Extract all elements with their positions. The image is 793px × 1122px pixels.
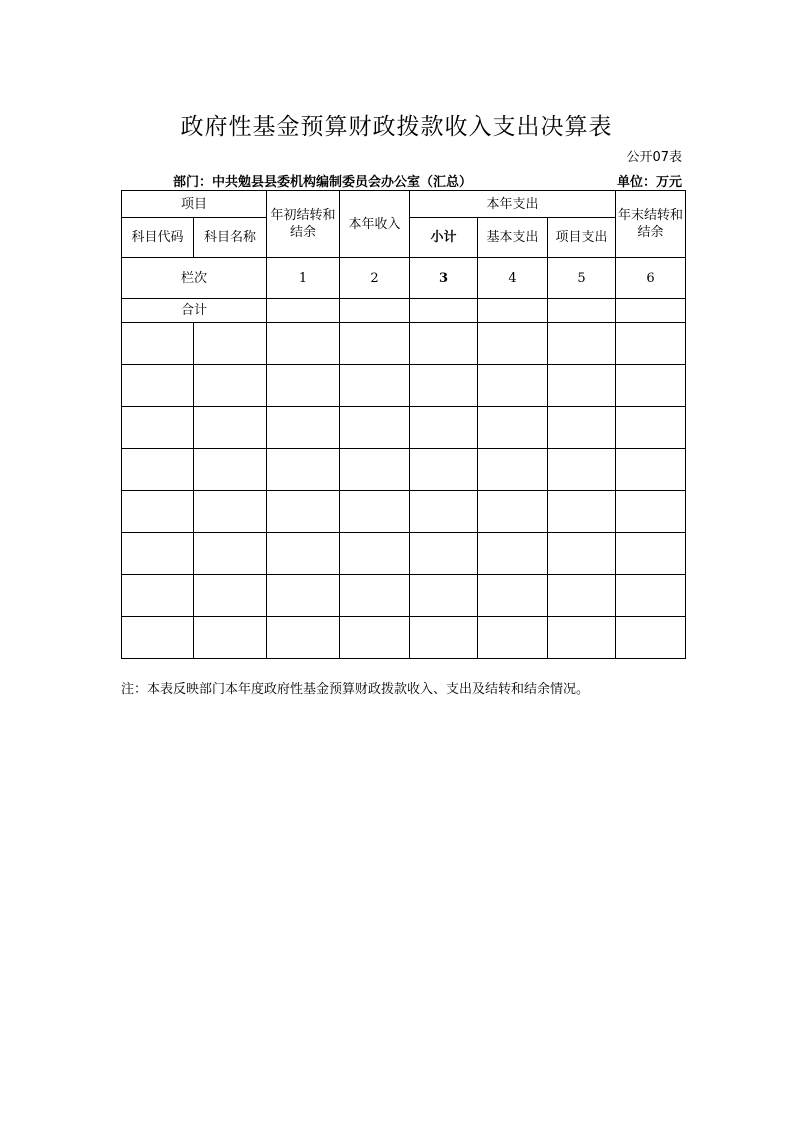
total-label: 合计 xyxy=(122,299,267,323)
column-3: 3 xyxy=(410,258,478,299)
column-6: 6 xyxy=(616,258,686,299)
column-label: 栏次 xyxy=(122,258,267,299)
column-1: 1 xyxy=(267,258,340,299)
table-cell xyxy=(122,365,194,407)
table-cell xyxy=(340,449,410,491)
column-5: 5 xyxy=(548,258,616,299)
table-cell xyxy=(340,323,410,365)
table-cell xyxy=(340,299,410,323)
header-project: 项目 xyxy=(122,191,267,218)
header-project-expense: 项目支出 xyxy=(548,218,616,258)
table-cell xyxy=(410,407,478,449)
table-cell xyxy=(478,299,548,323)
table-cell xyxy=(122,323,194,365)
table-cell xyxy=(410,575,478,617)
header-income: 本年收入 xyxy=(340,191,410,258)
table-cell xyxy=(478,407,548,449)
table-row xyxy=(122,533,686,575)
header-code: 科目代码 xyxy=(122,218,194,258)
table-cell xyxy=(410,491,478,533)
table-cell xyxy=(267,299,340,323)
table-cell xyxy=(340,491,410,533)
table-cell xyxy=(548,407,616,449)
form-number: 公开07表 xyxy=(626,150,682,165)
header-subtotal: 小计 xyxy=(410,218,478,258)
header-basic: 基本支出 xyxy=(478,218,548,258)
footnote: 注：本表反映部门本年度政府性基金预算财政拨款收入、支出及结转和结余情况。 xyxy=(121,682,590,697)
table-cell xyxy=(194,407,267,449)
table-cell xyxy=(548,365,616,407)
table-row xyxy=(122,491,686,533)
table-cell xyxy=(616,299,686,323)
table-cell xyxy=(548,449,616,491)
table-cell xyxy=(410,323,478,365)
header-name: 科目名称 xyxy=(194,218,267,258)
table-cell xyxy=(340,407,410,449)
table-cell xyxy=(478,533,548,575)
header-carry-end: 年末结转和结余 xyxy=(616,191,686,258)
table-cell xyxy=(267,407,340,449)
table-row xyxy=(122,365,686,407)
table-cell xyxy=(616,617,686,659)
table-cell xyxy=(194,575,267,617)
table-cell xyxy=(548,491,616,533)
table-cell xyxy=(478,365,548,407)
table-cell xyxy=(616,323,686,365)
table-cell xyxy=(478,491,548,533)
table-cell xyxy=(616,491,686,533)
table-row xyxy=(122,449,686,491)
table-cell xyxy=(616,407,686,449)
table-row xyxy=(122,617,686,659)
table-cell xyxy=(122,491,194,533)
table-cell xyxy=(478,617,548,659)
header-expense: 本年支出 xyxy=(410,191,616,218)
table-cell xyxy=(410,449,478,491)
column-number-row xyxy=(122,258,686,299)
table-cell xyxy=(478,575,548,617)
table-cell xyxy=(340,575,410,617)
table-cell xyxy=(616,449,686,491)
table-cell xyxy=(340,617,410,659)
table-cell xyxy=(410,617,478,659)
table-cell xyxy=(267,323,340,365)
table-cell xyxy=(548,617,616,659)
total-row xyxy=(122,299,686,323)
table-cell xyxy=(267,575,340,617)
table-cell xyxy=(548,323,616,365)
table-cell xyxy=(548,575,616,617)
table-cell xyxy=(616,533,686,575)
table-cell xyxy=(194,617,267,659)
table-cell xyxy=(478,323,548,365)
unit-label: 单位：万元 xyxy=(616,175,682,190)
table-cell xyxy=(194,365,267,407)
table-cell xyxy=(267,365,340,407)
table-cell xyxy=(122,449,194,491)
table-cell xyxy=(616,365,686,407)
table-row xyxy=(122,575,686,617)
page-title: 政府性基金预算财政拨款收入支出决算表 xyxy=(180,114,613,140)
table-cell xyxy=(478,449,548,491)
table-row xyxy=(122,407,686,449)
table-cell xyxy=(194,449,267,491)
table-cell xyxy=(267,449,340,491)
table-cell xyxy=(340,365,410,407)
table-row xyxy=(122,323,686,365)
department-label: 部门：中共勉县县委机构编制委员会办公室（汇总） xyxy=(173,175,473,190)
table-cell xyxy=(548,533,616,575)
column-2: 2 xyxy=(340,258,410,299)
table-cell xyxy=(194,323,267,365)
table-cell xyxy=(410,299,478,323)
table-cell xyxy=(194,491,267,533)
header-carry-begin: 年初结转和结余 xyxy=(267,191,340,258)
table-cell xyxy=(548,299,616,323)
table-cell xyxy=(267,533,340,575)
table-cell xyxy=(267,617,340,659)
table-cell xyxy=(122,617,194,659)
table-cell xyxy=(616,575,686,617)
table-cell xyxy=(340,533,410,575)
table-cell xyxy=(410,533,478,575)
table-cell xyxy=(122,575,194,617)
table-cell xyxy=(410,365,478,407)
table-cell xyxy=(122,533,194,575)
table-cell xyxy=(267,491,340,533)
table-cell xyxy=(122,407,194,449)
budget-table xyxy=(121,190,686,659)
table-cell xyxy=(194,533,267,575)
column-4: 4 xyxy=(478,258,548,299)
